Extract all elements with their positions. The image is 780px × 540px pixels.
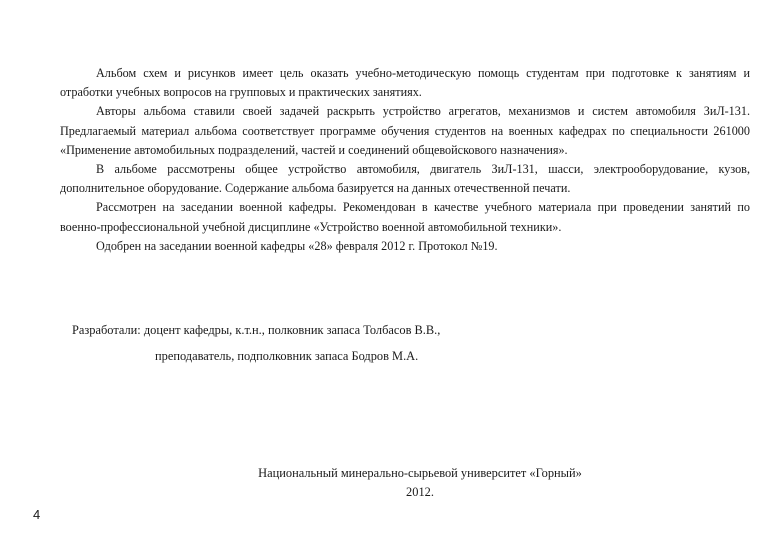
abstract-paragraph-purpose: Альбом схем и рисунков имеет цель оказать учебно-методическую помощь студентам при подготовке к занятиям и отработки учебных вопросов на групповых и практических занятиях.	[60, 66, 750, 100]
organization-name: Национальный минерально-сырьевой университет «Горный»	[258, 466, 582, 480]
publication-year: 2012.	[406, 485, 434, 499]
authors-line-1: Разработали: доцент кафедры, к.т.н., полковник запаса Толбасов В.В.,	[72, 323, 441, 337]
page-number: 4	[33, 507, 41, 522]
abstract-text	[60, 64, 750, 256]
abstract-paragraph-approval: Одобрен на заседании военной кафедры «28» февраля 2012 г. Протокол №19.	[96, 238, 498, 253]
abstract-paragraph-recommendation: Рассмотрен на заседании военной кафедры. Рекомендован в качестве учебного материала при проведении занятий по военно-профессиональной учебной дисциплине «Устройство военной автомобильной техники».	[60, 200, 750, 234]
abstract-paragraph-authors-goal: Авторы альбома ставили своей задачей раскрыть устройство агрегатов, механизмов и систем автомобиля ЗиЛ-131. Предлагаемый материал альбома соответствует программе обучения студентов на военных кафедрах по специальности 261000 «Применение автомобильных подразделений, частей и соединений общевойскового назначения».	[60, 104, 750, 157]
authors-line-2: преподаватель, подполковник запаса Бодров М.А.	[155, 349, 419, 363]
abstract-paragraph-contents: В альбоме рассмотрены общее устройство автомобиля, двигатель ЗиЛ-131, шасси, электрооборудование, кузов, дополнительное оборудование. Содержание альбома базируется на данных отечественной печати.	[60, 162, 750, 196]
